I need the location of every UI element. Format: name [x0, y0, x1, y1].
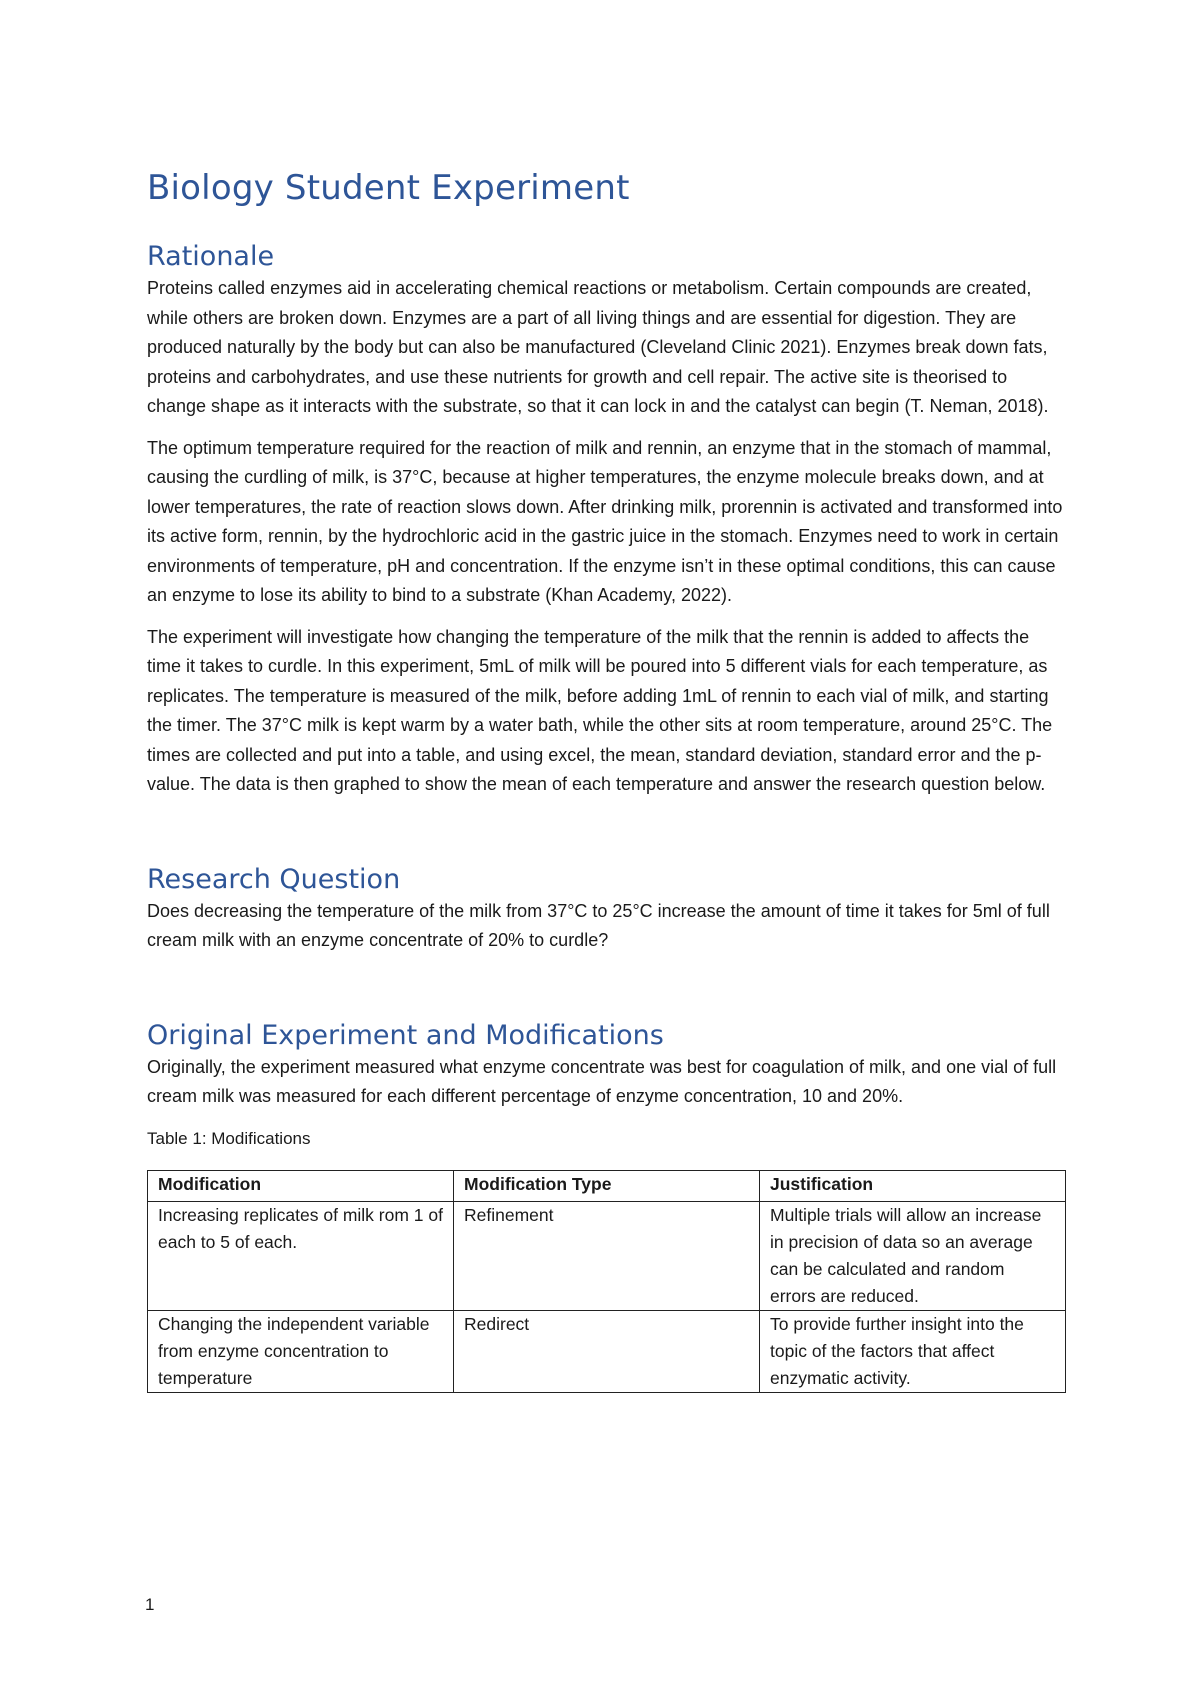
- table-header-row: [148, 1171, 1066, 1202]
- page-number: 1: [145, 1595, 155, 1614]
- original-experiment-heading: Original Experiment and Modifications: [147, 1019, 664, 1051]
- table-row: [148, 1311, 1066, 1393]
- table-caption: Table 1: Modifications: [147, 1128, 311, 1148]
- table-cell: Increasing replicates of milk rom 1 of each to 5 of each.: [148, 1202, 454, 1311]
- table-cell: Multiple trials will allow an increase in precision of data so an average can be calculated and random errors are reduced.: [760, 1202, 1066, 1311]
- header-modification: Modification: [148, 1171, 454, 1202]
- research-question-heading: Research Question: [147, 863, 401, 895]
- original-experiment-text: Originally, the experiment measured what enzyme concentrate was best for coagulation of milk, and one vial of full cream milk was measured for each different percentage of enzyme concentration, 10 and 20%.: [147, 1056, 1057, 1106]
- modifications-table: [147, 1170, 1066, 1393]
- rationale-paragraph-2: The optimum temperature required for the reaction of milk and rennin, an enzyme that in the stomach of mammal, causing the curdling of milk, is 37°C, because at higher temperatures, the enzyme molecule breaks down, and at lower temperatures, the rate of reaction slows down. After drinking milk, prorennin is activated and transformed into its active form, rennin, by the hydrochloric acid in the gastric juice in the stomach. Enzymes need to work in certain environments of temperature, pH and concentration. If the enzyme isn’t in these optimal conditions, this can cause an enzyme to lose its ability to bind to a substrate (Khan Academy, 2022).: [147, 437, 1063, 605]
- table-cell: Changing the independent variable from enzyme concentration to temperature: [148, 1311, 454, 1393]
- header-modification-type: Modification Type: [454, 1171, 760, 1202]
- document-body: [147, 168, 1067, 1393]
- table-row: [148, 1202, 1066, 1311]
- rationale-paragraph-3: The experiment will investigate how changing the temperature of the milk that the rennin is added to affects the time it takes to curdle. In this experiment, 5mL of milk will be poured into 5 different vials for each temperature, as replicates. The temperature is measured of the milk, before adding 1mL of rennin to each vial of milk, and starting the timer. The 37°C milk is kept warm by a water bath, while the other sits at room temperature, around 25°C. The times are collected and put into a table, and using excel, the mean, standard deviation, standard error and the p-value. The data is then graphed to show the mean of each temperature and answer the research question below.: [147, 626, 1053, 794]
- table-cell: To provide further insight into the topic of the factors that affect enzymatic activity.: [760, 1311, 1066, 1393]
- rationale-paragraph-1: Proteins called enzymes aid in accelerating chemical reactions or metabolism. Certain compounds are created, while others are broken down. Enzymes are a part of all living things and are essential for digestion. They are produced naturally by the body but can also be manufactured (Cleveland Clinic 2021). Enzymes break down fats, proteins and carbohydrates, and use these nutrients for growth and cell repair. The active site is theorised to change shape as it interacts with the substrate, so that it can lock in and the catalyst can begin (T. Neman, 2018).: [147, 278, 1049, 416]
- table-cell: Redirect: [454, 1311, 760, 1393]
- document-title: Biology Student Experiment: [147, 168, 630, 208]
- table-cell: Refinement: [454, 1202, 760, 1311]
- rationale-heading: Rationale: [147, 241, 275, 272]
- header-justification: Justification: [760, 1171, 1066, 1202]
- research-question-text: Does decreasing the temperature of the milk from 37°C to 25°C increase the amount of time it takes for 5ml of full cream milk with an enzyme concentrate of 20% to curdle?: [147, 900, 1050, 950]
